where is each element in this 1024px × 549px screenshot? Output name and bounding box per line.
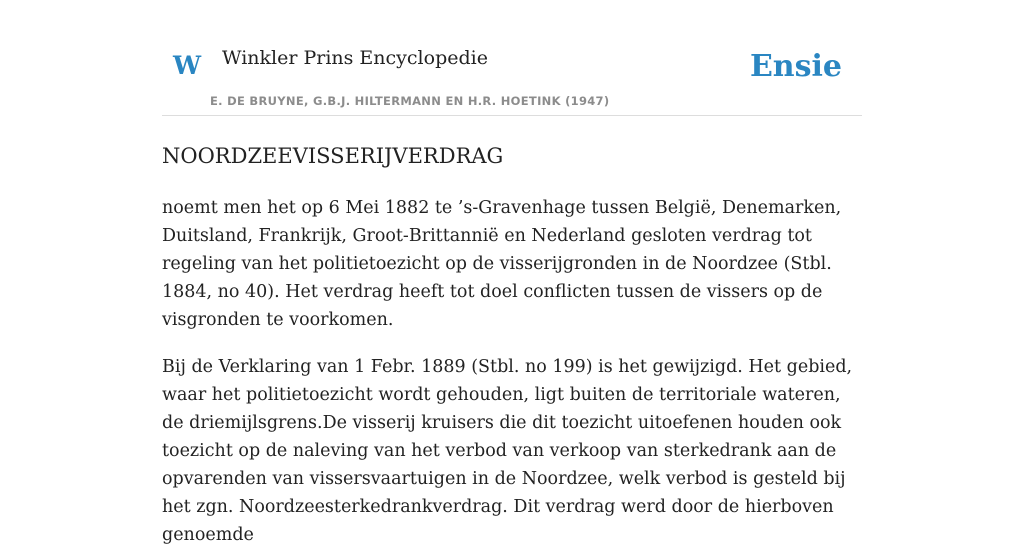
- publication-title[interactable]: Winkler Prins Encyclopedie: [222, 47, 488, 69]
- article-paragraph: Bij de Verklaring van 1 Febr. 1889 (Stbl. no 199) is het gewijzigd. Het gebied, waar het politietoezicht wordt gehouden, ligt buiten de territoriale wateren, de driemijlsgrens.De visserij kruisers die dit toezicht uitoefenen houden ook toezicht op de naleving van het verbod van verkoop van sterkedrank aan de opvarenden van vissersvaartuigen in de Noordzee, welk verbod is gesteld bij het zgn. Noordzeesterkedrankverdrag. Dit verdrag werd door de hierboven genoemde: [162, 357, 853, 546]
- publication-authors: E. DE BRUYNE, G.B.J. HILTERMANN EN H.R. HOETINK (1947): [210, 94, 610, 108]
- publication-header: [162, 0, 862, 116]
- winkler-prins-logo[interactable]: W: [173, 51, 202, 80]
- ensie-logo[interactable]: Ensie: [749, 49, 842, 84]
- article-title: NOORDZEEVISSERIJVERDRAG: [162, 144, 504, 168]
- page-content: [162, 0, 862, 549]
- article-paragraph: noemt men het op 6 Mei 1882 te ’s-Gravenhage tussen België, Denemarken, Duitsland, Frankrijk, Groot-Brittannië en Nederland gesloten verdrag tot regeling van het politietoezicht op de visserijgronden in de Noordzee (Stbl. 1884, no 40). Het verdrag heeft tot doel conflicten tussen de vissers op de visgronden te voorkomen.: [162, 198, 842, 331]
